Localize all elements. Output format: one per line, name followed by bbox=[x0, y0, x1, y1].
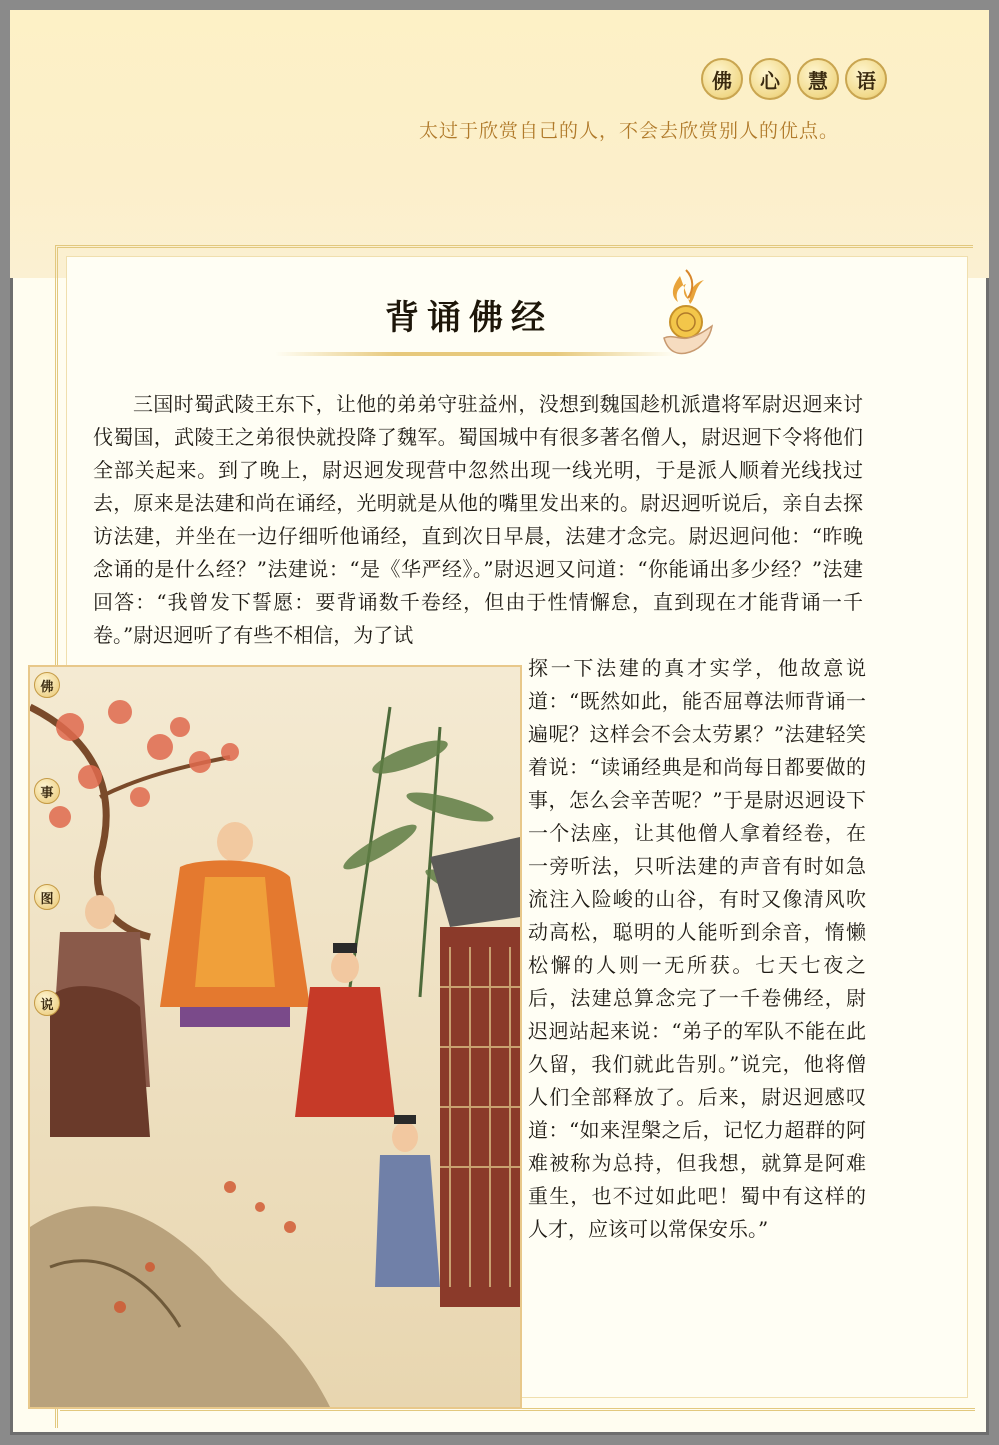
article-paragraph-continued: 探一下法建的真才实学，他故意说道：“既然如此，能否屈尊法师背诵一遍呢？这样会不会太劳累？”法建轻笑着说：“读诵经典是和尚每日都要做的事，怎么会辛苦呢？”于是尉迟迥设下一个法座，让其他僧人拿着经卷，在一旁听法，只听法建的声音有时如急流注入险峻的山谷，有时又像清风吹动高松，聪明的人能听到余音，惰懒松懈的人则一无所获。七天七夜之后，法建总算念完了一千卷佛经，尉迟迥站起来说：“弟子的军队不能在此久留，我们就此告别。”说完，他将僧人们全部释放了。后来，尉迟迥感叹道：“如来涅槃之后，记忆力超群的阿难被称为总持，但我想，就算是阿难重生，也不过如此吧！蜀中有这样的人才，应该可以常保安乐。” bbox=[528, 656, 866, 1241]
illustration-tag: 佛 bbox=[34, 672, 60, 698]
header-badge: 佛 bbox=[701, 58, 743, 100]
header-badge: 语 bbox=[845, 58, 887, 100]
header-band bbox=[10, 10, 989, 278]
header-motto: 太过于欣赏自己的人，不会去欣赏别人的优点。 bbox=[418, 120, 839, 142]
title-divider bbox=[275, 352, 675, 356]
article-paragraph: 三国时蜀武陵王东下，让他的弟弟守驻益州，没想到魏国趁机派遣将军尉迟迥来讨伐蜀国，武陵王之弟很快就投降了魏军。蜀国城中有很多著名僧人，尉迟迥下令将他们全部关起来。到了晚上，尉迟迥发现营中忽然出现一线光明，于是派人顺着光线找过去，原来是法建和尚在诵经，光明就是从他的嘴里发出来的。尉迟迥听说后，亲自去探访法建，并坐在一边仔细听他诵经，直到次日早晨，法建才念完。尉迟迥问他：“昨晚念诵的是什么经？”法建说：“是《华严经》。”尉迟迥又问道：“你能诵出多少经？”法建回答：“我曾发下誓愿：要背诵数千卷经，但由于性情懈怠，直到现在才能背诵一千卷。”尉迟迥听了有些不相信，为了试 bbox=[93, 392, 863, 647]
illustration-tag: 图 bbox=[34, 884, 60, 910]
header-badges bbox=[701, 58, 887, 100]
illustration-scene bbox=[30, 667, 520, 1407]
illustration bbox=[28, 665, 522, 1409]
illustration-tag: 说 bbox=[34, 990, 60, 1016]
header-badge: 心 bbox=[749, 58, 791, 100]
article-title: 背诵佛经 bbox=[385, 298, 553, 338]
illustration-tag: 事 bbox=[34, 778, 60, 804]
header-badge: 慧 bbox=[797, 58, 839, 100]
hand-lotus-icon bbox=[650, 268, 720, 360]
